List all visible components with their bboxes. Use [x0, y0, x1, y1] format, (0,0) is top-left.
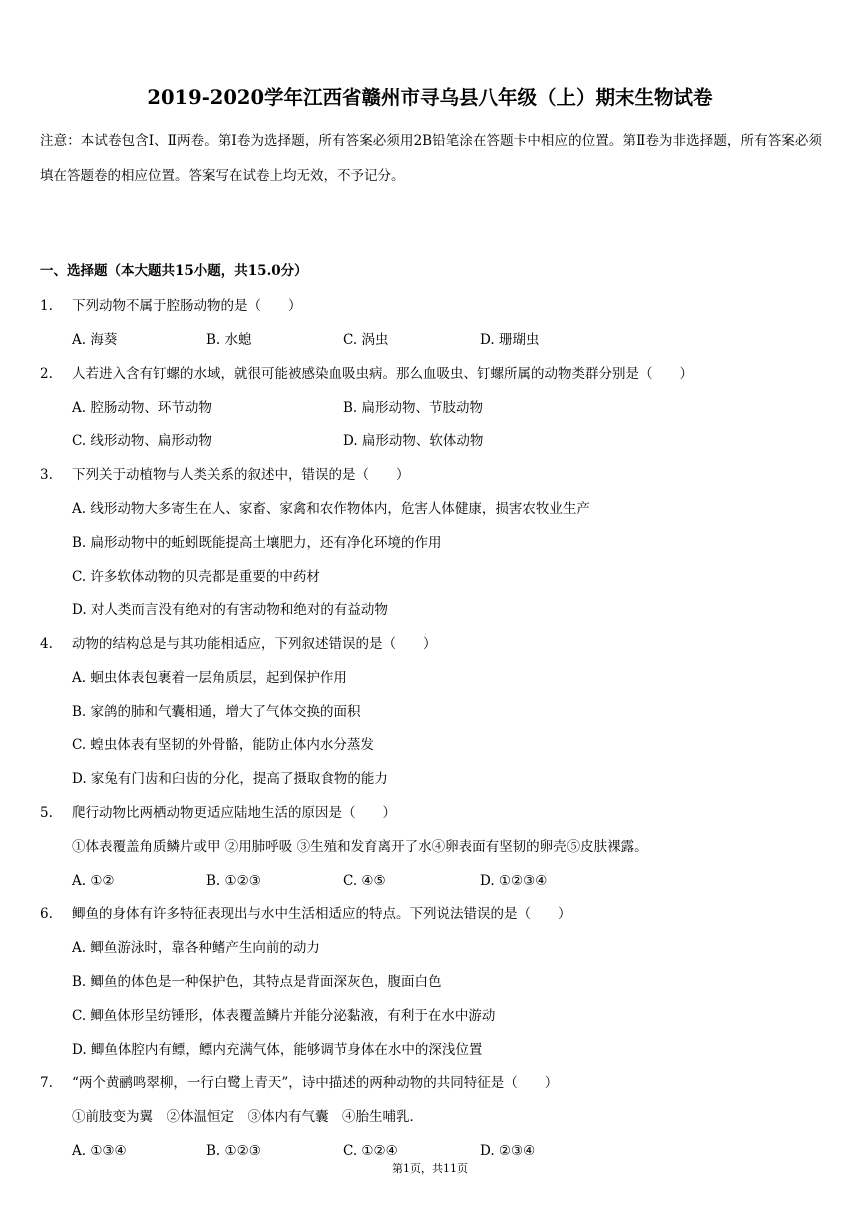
option-b: B. 扁形动物中的蚯蚓既能提高土壤肥力，还有净化环境的作用: [72, 535, 442, 551]
section-heading: 一、选择题（本大题共15小题，共15.0分）: [40, 263, 308, 279]
option-b: B. 扁形动物、节肢动物: [343, 400, 484, 416]
option-b: B. 水螅: [206, 332, 252, 348]
option-b: B. ①②③: [206, 873, 261, 889]
question-stem: 人若进入含有钉螺的水域，就很可能被感染血吸虫病。那么血吸虫、钉螺所属的动物类群分别是（ ）: [72, 366, 693, 382]
option-b: B. 家鸽的肺和气囊相通，增大了气体交换的面积: [72, 704, 361, 720]
option-a: A. 线形动物大多寄生在人、家畜、家禽和农作物体内，危害人体健康，损害农牧业生产: [72, 501, 590, 517]
question-stem: 下列关于动植物与人类关系的叙述中，错误的是（ ）: [72, 467, 410, 483]
question-number: 3.: [40, 467, 53, 483]
option-d: D. 对人类而言没有绝对的有害动物和绝对的有益动物: [72, 602, 388, 618]
question-stem: 下列动物不属于腔肠动物的是（ ）: [72, 298, 302, 314]
option-d: D. 家兔有门齿和臼齿的分化，提高了摄取食物的能力: [72, 771, 388, 787]
question-statements: ①前肢变为翼 ②体温恒定 ③体内有气囊 ④胎生哺乳．: [72, 1109, 423, 1125]
option-d: D. 珊瑚虫: [480, 332, 540, 348]
option-d: D. 鲫鱼体腔内有鳔，鳔内充满气体，能够调节身体在水中的深浅位置: [72, 1042, 483, 1058]
option-c: C. 蝗虫体表有坚韧的外骨骼，能防止体内水分蒸发: [72, 737, 374, 753]
option-b: B. 鲫鱼的体色是一种保护色，其特点是背面深灰色，腹面白色: [72, 974, 442, 990]
option-d: D. ②③④: [480, 1143, 536, 1159]
option-a: A. 海葵: [72, 332, 118, 348]
option-c: C. ①②④: [343, 1143, 398, 1159]
option-c: C. 许多软体动物的贝壳都是重要的中药材: [72, 569, 320, 585]
question-stem: 动物的结构总是与其功能相适应，下列叙述错误的是（ ）: [72, 636, 437, 652]
option-d: D. 扁形动物、软体动物: [343, 433, 484, 449]
question-number: 7.: [40, 1075, 53, 1091]
question-stem: 爬行动物比两栖动物更适应陆地生活的原因是（ ）: [72, 805, 396, 821]
option-a: A. ①②: [72, 873, 115, 889]
option-c: C. 鲫鱼体形呈纺锤形，体表覆盖鳞片并能分泌黏液，有利于在水中游动: [72, 1008, 496, 1024]
option-a: A. 蛔虫体表包裹着一层角质层，起到保护作用: [72, 670, 347, 686]
question-statements: ①体表覆盖角质鳞片或甲 ②用肺呼吸 ③生殖和发育离开了水④卵表面有坚韧的卵壳⑤皮肤裸露。: [72, 839, 648, 855]
option-d: D. ①②③④: [480, 873, 548, 889]
exam-title: 2019-2020学年江西省赣州市寻乌县八年级（上）期末生物试卷: [147, 86, 713, 109]
option-c: C. 线形动物、扁形动物: [72, 433, 212, 449]
question-stem: 鲫鱼的身体有许多特征表现出与水中生活相适应的特点。下列说法错误的是（ ）: [72, 906, 572, 922]
option-b: B. ①②③: [206, 1143, 261, 1159]
page-footer: 第1页，共11页: [392, 1162, 468, 1175]
question-number: 6.: [40, 906, 53, 922]
question-number: 1.: [40, 298, 53, 314]
option-c: C. ④⑤: [343, 873, 386, 889]
question-number: 2.: [40, 366, 53, 382]
question-number: 5.: [40, 805, 53, 821]
option-c: C. 涡虫: [343, 332, 389, 348]
option-a: A. ①③④: [72, 1143, 127, 1159]
question-stem: “两个黄鹂鸣翠柳，一行白鹭上青天”，诗中描述的两种动物的共同特征是（ ）: [72, 1075, 559, 1091]
option-a: A. 腔肠动物、环节动物: [72, 400, 212, 416]
question-number: 4.: [40, 636, 53, 652]
option-a: A. 鲫鱼游泳时，靠各种鳍产生向前的动力: [72, 940, 320, 956]
exam-notice: 注意：本试卷包含Ⅰ、Ⅱ两卷。第Ⅰ卷为选择题，所有答案必须用2B铅笔涂在答题卡中相应的位置。第Ⅱ卷为非选择题，所有答案必须填在答题卷的相应位置。答案写在试卷上均无效，不予记分。: [40, 133, 822, 184]
